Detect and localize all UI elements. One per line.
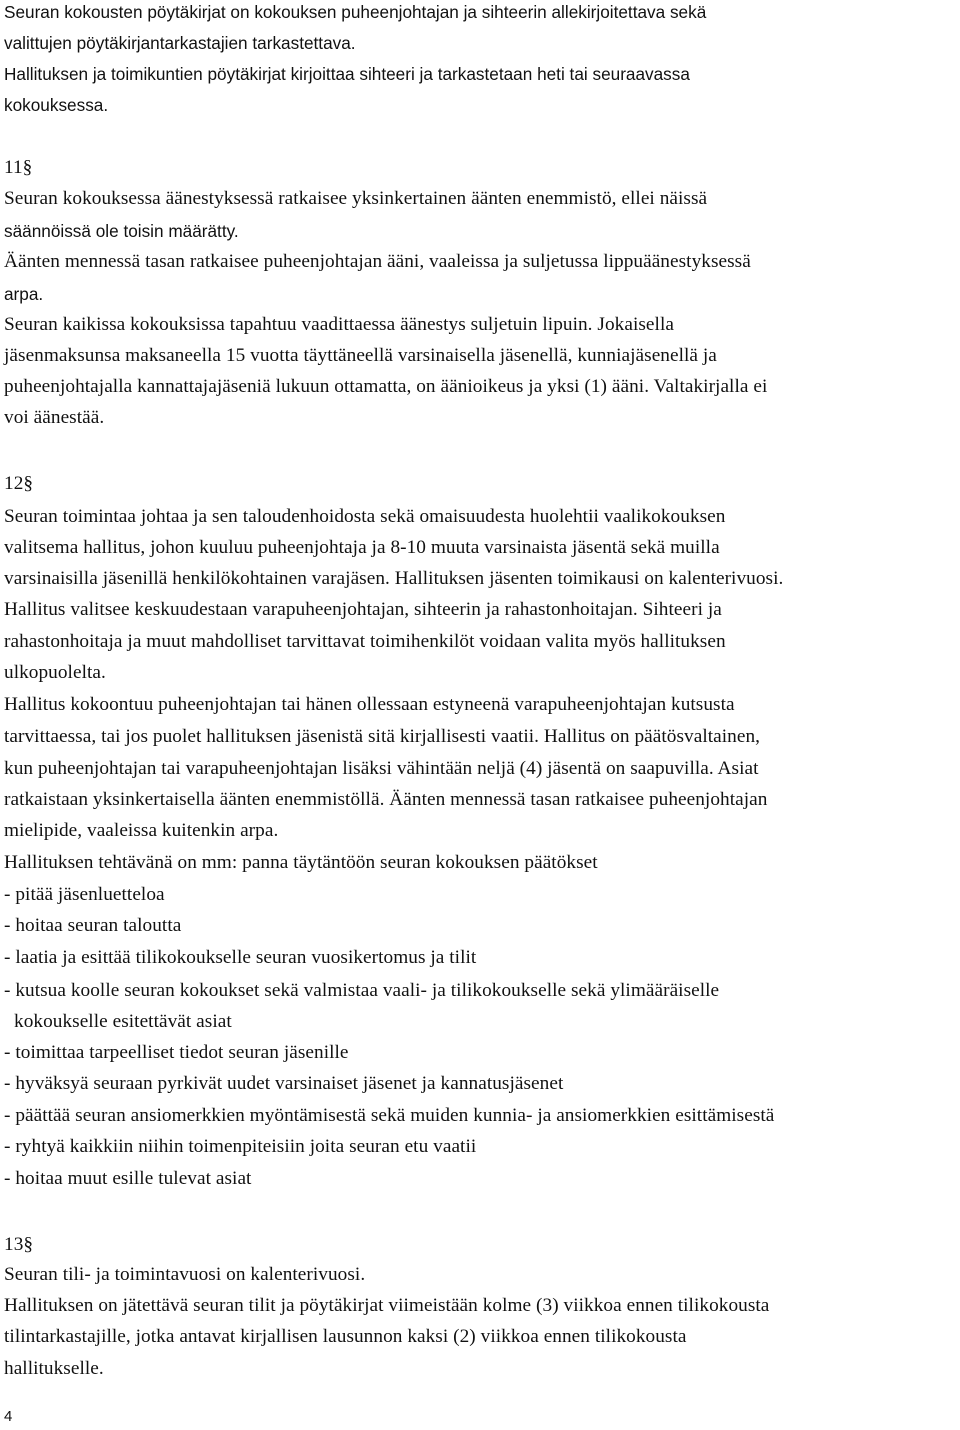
list-item: - ryhtyä kaikkiin niihin toimenpiteisiin joita seuran etu vaatii bbox=[4, 1136, 477, 1157]
list-item: - hyväksyä seuraan pyrkivät uudet varsinaiset jäsenet ja kannatusjäsenet bbox=[4, 1073, 564, 1094]
section-heading: 13§ bbox=[4, 1234, 34, 1255]
text-line: kun puheenjohtajan tai varapuheenjohtajan lisäksi vähintään neljä (4) jäsentä on saapuvilla. Asiat bbox=[4, 758, 759, 779]
text-line: jäsenmaksunsa maksaneella 15 vuotta täyttäneellä varsinaisella jäsenellä, kunniajäsenellä ja bbox=[4, 345, 717, 366]
section-heading: 11§ bbox=[4, 157, 33, 178]
text-line: ratkaistaan yksinkertaisella äänten enemmistöllä. Äänten mennessä tasan ratkaisee puheenjohtajan bbox=[4, 789, 768, 810]
list-item: - toimittaa tarpeelliset tiedot seuran jäsenille bbox=[4, 1042, 349, 1063]
page-number: 4 bbox=[4, 1408, 13, 1425]
list-item: - päättää seuran ansiomerkkien myöntämisestä sekä muiden kunnia- ja ansiomerkkien esittämisestä bbox=[4, 1105, 775, 1126]
text-line: Seuran kokousten pöytäkirjat on kokouksen puheenjohtajan ja sihteerin allekirjoitettava sekä bbox=[4, 2, 707, 22]
text-line: Hallitus valitsee keskuudestaan varapuheenjohtajan, sihteerin ja rahastonhoitajan. Sihteeri ja bbox=[4, 599, 722, 620]
list-item: - hoitaa muut esille tulevat asiat bbox=[4, 1168, 252, 1189]
list-item: - hoitaa seuran taloutta bbox=[4, 915, 182, 936]
text-line: arpa. bbox=[4, 284, 44, 304]
text-line: kokouksessa. bbox=[4, 95, 109, 115]
text-line: hallitukselle. bbox=[4, 1358, 104, 1379]
list-item: - kutsua koolle seuran kokoukset sekä valmistaa vaali- ja tilikokoukselle sekä ylimääräiselle bbox=[4, 980, 720, 1001]
text-line: Hallituksen ja toimikuntien pöytäkirjat kirjoittaa sihteeri ja tarkastetaan heti tai seuraavassa bbox=[4, 64, 690, 84]
text-line: Seuran kokouksessa äänestyksessä ratkaisee yksinkertainen äänten enemmistö, ellei näissä bbox=[4, 188, 708, 209]
text-line: varsinaisilla jäsenillä henkilökohtainen varajäsen. Hallituksen jäsenten toimikausi on kalenterivuosi. bbox=[4, 568, 784, 589]
list-item-continuation: kokoukselle esitettävät asiat bbox=[14, 1011, 232, 1032]
text-line: voi äänestää. bbox=[4, 407, 105, 428]
list-item: - laatia ja esittää tilikokoukselle seuran vuosikertomus ja tilit bbox=[4, 947, 477, 968]
text-line: Seuran tili- ja toimintavuosi on kalenterivuosi. bbox=[4, 1264, 366, 1285]
text-line: puheenjohtajalla kannattajajäseniä lukuun ottamatta, on äänioikeus ja yksi (1) ääni. Valtakirjalla ei bbox=[4, 376, 768, 397]
text-line: Hallitus kokoontuu puheenjohtajan tai hänen ollessaan estyneenä varapuheenjohtajan kutsusta bbox=[4, 694, 735, 715]
text-line: Hallituksen tehtävänä on mm: panna täytäntöön seuran kokouksen päätökset bbox=[4, 852, 598, 873]
text-line: tilintarkastajille, jotka antavat kirjallisen lausunnon kaksi (2) viikkoa ennen tilikokousta bbox=[4, 1326, 687, 1347]
text-line: säännöissä ole toisin määrätty. bbox=[4, 221, 239, 241]
text-line: Hallituksen on jätettävä seuran tilit ja pöytäkirjat viimeistään kolme (3) viikkoa ennen tilikokousta bbox=[4, 1295, 770, 1316]
list-item: - pitää jäsenluetteloa bbox=[4, 884, 165, 905]
text-line: tarvittaessa, tai jos puolet hallituksen jäsenistä sitä kirjallisesti vaatii. Hallitus on päätösvaltainen, bbox=[4, 726, 761, 747]
text-line: rahastonhoitaja ja muut mahdolliset tarvittavat toimihenkilöt voidaan valita myös hallituksen bbox=[4, 631, 726, 652]
text-line: valittujen pöytäkirjantarkastajien tarkastettava. bbox=[4, 33, 356, 53]
section-heading: 12§ bbox=[4, 473, 34, 494]
text-line: Seuran kaikissa kokouksissa tapahtuu vaadittaessa äänestys suljetuin lipuin. Jokaisella bbox=[4, 314, 674, 335]
text-line: Seuran toimintaa johtaa ja sen taloudenhoidosta sekä omaisuudesta huolehtii vaalikokouksen bbox=[4, 506, 726, 527]
text-line: mielipide, vaaleissa kuitenkin arpa. bbox=[4, 820, 279, 841]
text-line: Äänten mennessä tasan ratkaisee puheenjohtajan ääni, vaaleissa ja suljetussa lippuäänestyksessä bbox=[4, 251, 751, 272]
text-line: ulkopuolelta. bbox=[4, 662, 106, 683]
text-line: valitsema hallitus, johon kuuluu puheenjohtaja ja 8-10 muuta varsinaista jäsentä sekä muilla bbox=[4, 537, 720, 558]
